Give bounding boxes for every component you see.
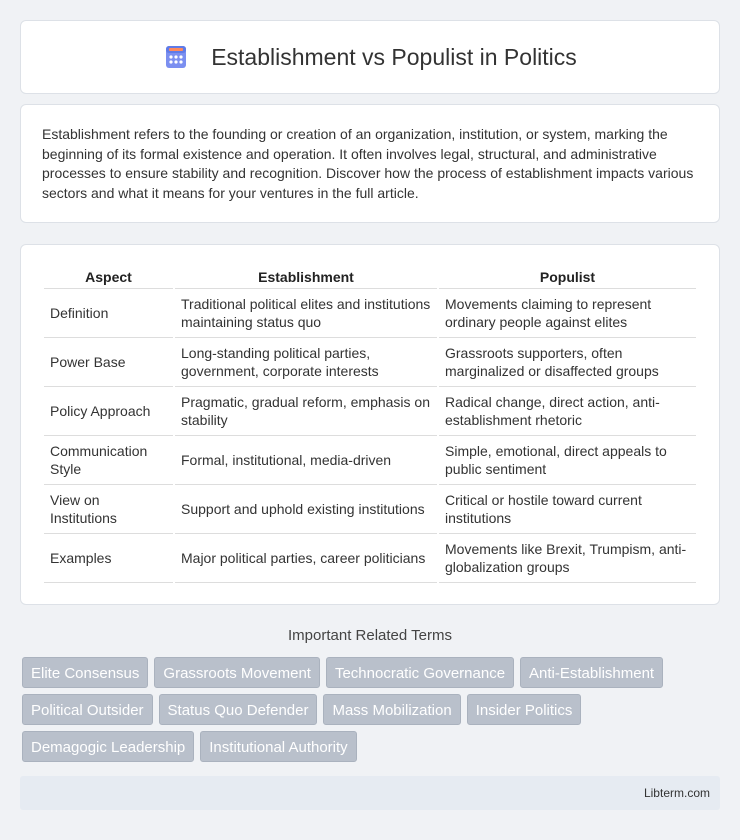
table-cell: Definition [44, 289, 173, 338]
table-cell: Examples [44, 534, 173, 583]
table-cell: Formal, institutional, media-driven [175, 436, 437, 485]
table-cell: Radical change, direct action, anti-establishment rhetoric [439, 387, 696, 436]
table-cell: Movements claiming to represent ordinary people against elites [439, 289, 696, 338]
table-cell: Communication Style [44, 436, 173, 485]
related-term-tag[interactable]: Status Quo Defender [159, 694, 318, 725]
related-term-tag[interactable]: Insider Politics [467, 694, 582, 725]
related-term-tag[interactable]: Technocratic Governance [326, 657, 514, 688]
table-cell: Critical or hostile toward current institutions [439, 485, 696, 534]
table-row [44, 387, 696, 436]
calculator-grid-icon [163, 44, 189, 70]
table-row [44, 485, 696, 534]
footer-site-link[interactable]: Libterm.com [643, 786, 710, 800]
column-header-establishment: Establishment [175, 265, 437, 289]
related-term-tag[interactable]: Anti-Establishment [520, 657, 663, 688]
table-cell: Support and uphold existing institutions [175, 485, 437, 534]
table-cell: Policy Approach [44, 387, 173, 436]
comparison-table [42, 265, 698, 583]
table-cell: Grassroots supporters, often marginalized or disaffected groups [439, 338, 696, 387]
table-cell: Traditional political elites and institutions maintaining status quo [175, 289, 437, 338]
related-term-tag[interactable]: Political Outsider [22, 694, 153, 725]
footer [20, 776, 720, 810]
page-title: Establishment vs Populist in Politics [211, 43, 577, 70]
table-row [44, 338, 696, 387]
table-cell: Pragmatic, gradual reform, emphasis on stability [175, 387, 437, 436]
related-term-tag[interactable]: Institutional Authority [200, 731, 356, 762]
related-term-tag[interactable]: Elite Consensus [22, 657, 148, 688]
table-header-row [44, 265, 696, 289]
column-header-aspect: Aspect [44, 265, 173, 289]
table-row [44, 436, 696, 485]
related-term-tag[interactable]: Demagogic Leadership [22, 731, 194, 762]
column-header-populist: Populist [439, 265, 696, 289]
header-card [20, 20, 720, 94]
related-term-tag[interactable]: Mass Mobilization [323, 694, 460, 725]
table-cell: Long-standing political parties, government, corporate interests [175, 338, 437, 387]
table-cell: Movements like Brexit, Trumpism, anti-globalization groups [439, 534, 696, 583]
table-cell: Major political parties, career politicians [175, 534, 437, 583]
intro-card [20, 104, 720, 223]
related-terms-title: Important Related Terms [288, 627, 452, 644]
related-term-tag[interactable]: Grassroots Movement [154, 657, 320, 688]
related-terms-list [22, 657, 722, 762]
table-cell: View on Institutions [44, 485, 173, 534]
table-row [44, 534, 696, 583]
comparison-card [20, 244, 720, 605]
table-cell: Simple, emotional, direct appeals to public sentiment [439, 436, 696, 485]
table-cell: Power Base [44, 338, 173, 387]
intro-text: Establishment refers to the founding or creation of an organization, institution, or system, marking the beginning of its formal existence and operation. It often involves legal, structural, and administrative processes to ensure stability and recognition. Discover how the process of establishment impacts various sectors and what it means for your ventures in the full article. [42, 126, 694, 201]
table-row [44, 289, 696, 338]
